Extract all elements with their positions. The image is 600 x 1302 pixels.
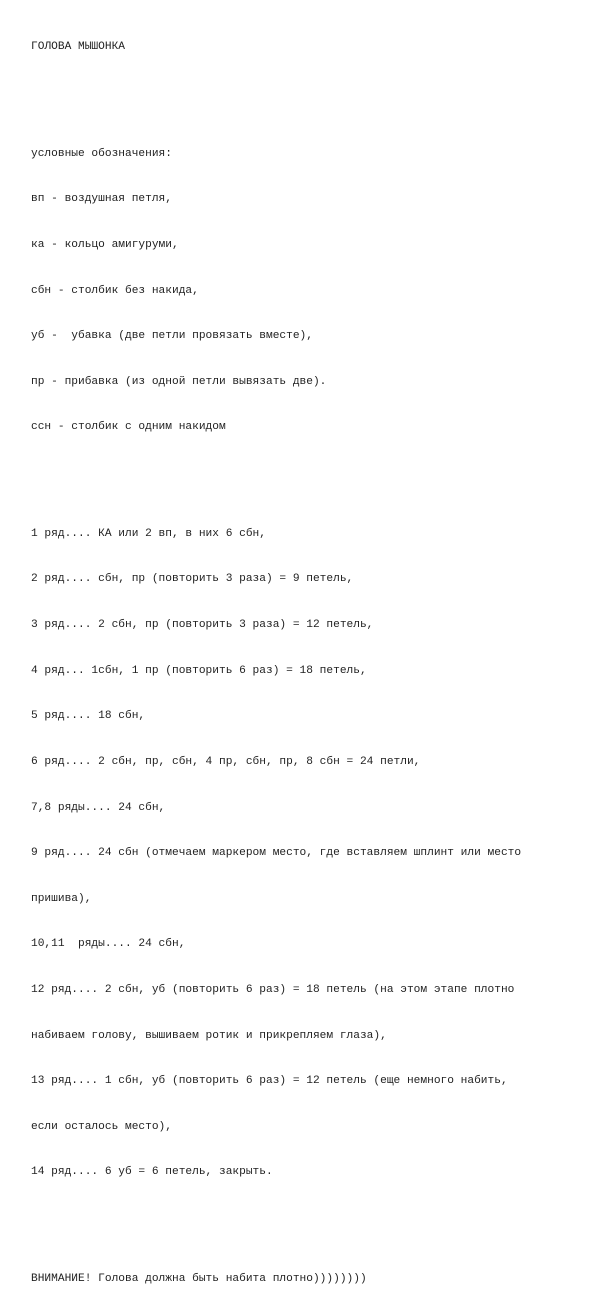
row-instruction-continued: набиваем голову, вышиваем ротик и прикрепляем глаза), — [31, 1029, 387, 1042]
legend-item-ssn: ссн - столбик с одним накидом — [31, 421, 226, 434]
pattern-document — [31, 10, 591, 1302]
row-instruction: 2 ряд.... сбн, пр (повторить 3 раза) = 9 петель, — [31, 573, 354, 586]
row-instruction: 1 ряд.... КА или 2 вп, в них 6 сбн, — [31, 527, 266, 540]
row-instruction: 3 ряд.... 2 сбн, пр (повторить 3 раза) = 12 петель, — [31, 619, 374, 632]
row-instruction-continued: если осталось место), — [31, 1120, 172, 1133]
row-instruction: 10,11 ряды.... 24 сбн, — [31, 938, 186, 951]
spacer — [31, 466, 591, 481]
row-instruction: 9 ряд.... 24 сбн (отмечаем маркером место, где вставляем шплинт или место — [31, 847, 522, 860]
warning-note: ВНИМАНИЕ! Голова должна быть набита плотно)))))))) — [31, 1272, 367, 1285]
row-instruction: 14 ряд.... 6 уб = 6 петель, закрыть. — [31, 1166, 273, 1179]
legend-item-sbn: сбн - столбик без накида, — [31, 284, 199, 297]
row-instruction-continued: пришива), — [31, 892, 92, 905]
spacer — [31, 86, 591, 101]
document-title: ГОЛОВА МЫШОНКА — [31, 41, 125, 54]
row-instruction: 7,8 ряды.... 24 сбн, — [31, 801, 166, 814]
spacer — [31, 1211, 591, 1226]
legend-item-ka: ка - кольцо амигуруми, — [31, 239, 179, 252]
row-instruction: 13 ряд.... 1 сбн, уб (повторить 6 раз) = 12 петель (еще немного набить, — [31, 1075, 508, 1088]
row-instruction: 4 ряд... 1сбн, 1 пр (повторить 6 раз) = 18 петель, — [31, 664, 367, 677]
legend-item-pr: пр - прибавка (из одной петли вывязать две). — [31, 375, 327, 388]
row-instruction: 5 ряд.... 18 сбн, — [31, 710, 146, 723]
row-instruction: 12 ряд.... 2 сбн, уб (повторить 6 раз) = 18 петель (на этом этапе плотно — [31, 983, 515, 996]
row-instruction: 6 ряд.... 2 сбн, пр, сбн, 4 пр, сбн, пр, 8 сбн = 24 петли, — [31, 755, 421, 768]
legend-item-vp: вп - воздушная петля, — [31, 193, 172, 206]
legend-item-ub: уб - убавка (две петли провязать вместе), — [31, 330, 313, 343]
legend-heading: условные обозначения: — [31, 147, 172, 160]
